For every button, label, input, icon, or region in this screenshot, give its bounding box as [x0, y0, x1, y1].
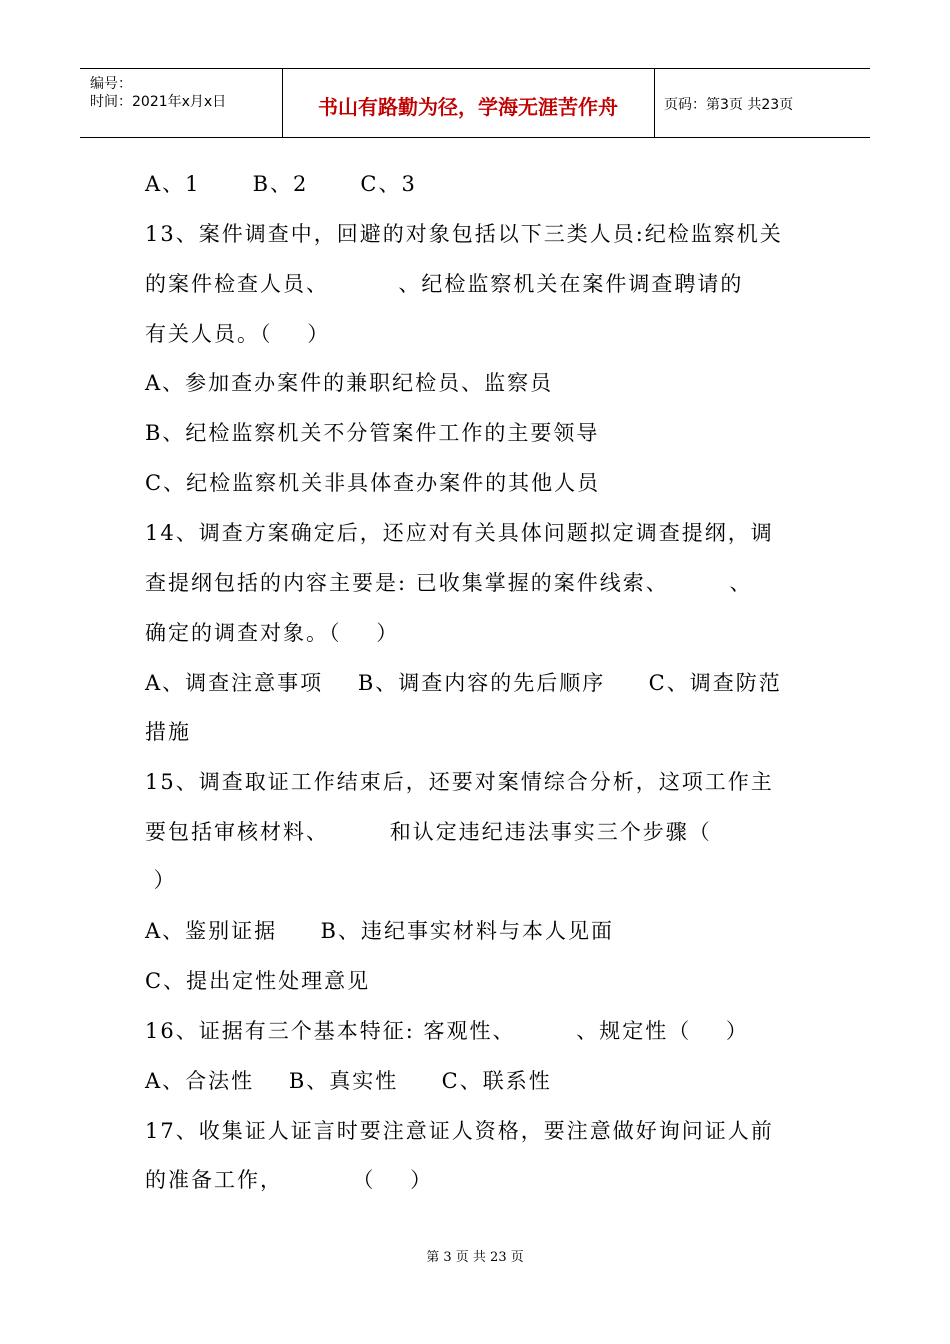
body-line: 14、调查方案确定后，还应对有关具体问题拟定调查提纲，调 [145, 521, 774, 545]
page-footer: 第 3 页 共 23 页 [426, 1250, 524, 1265]
body-line: 13、案件调查中，回避的对象包括以下三类人员:纪检监察机关 [145, 222, 783, 246]
body-line: A、鉴别证据 B、违纪事实材料与本人见面 [145, 919, 614, 943]
body-line: 查提纲包括的内容主要是: 已收集掌握的案件线索、 、 [145, 571, 753, 595]
header-motto-cell [282, 69, 655, 137]
motto: 书山有路勤为径，学海无涯苦作舟 [318, 95, 618, 119]
body-line: A、1 B、2 C、3 [145, 172, 417, 196]
body-line: 15、调查取证工作结束后，还要对案情综合分析，这项工作主 [145, 770, 774, 794]
body-line: ） [145, 868, 177, 892]
body-line: C、纪检监察机关非具体查办案件的其他人员 [145, 471, 601, 495]
body-line: 17、收集证人证言时要注意证人资格，要注意做好询问证人前 [145, 1119, 774, 1143]
body-line: 的准备工作， （ ） [145, 1168, 434, 1192]
body-line: 要包括审核材料、 和认定违纪违法事实三个步骤（ [145, 820, 712, 844]
body-line: A、合法性 B、真实性 C、联系性 [145, 1069, 552, 1093]
body-line: 有关人员。（ ） [145, 322, 331, 346]
page-number-label: 页码：第3页 共23页 [664, 97, 794, 113]
body-line: 确定的调查对象。（ ） [145, 621, 400, 645]
page-header [80, 68, 870, 138]
body-line: C、提出定性处理意见 [145, 969, 371, 993]
body-line: 的案件检查人员、 、纪检监察机关在案件调查聘请的 [145, 272, 744, 296]
body-line: A、参加查办案件的兼职纪检员、监察员 [145, 371, 554, 395]
body-line: B、纪检监察机关不分管案件工作的主要领导 [145, 421, 600, 445]
body-line: 措施 [145, 720, 191, 744]
header-meta-cell [80, 69, 283, 137]
body-line: 16、证据有三个基本特征: 客观性、 、规定性（ ） [145, 1019, 749, 1043]
body-line: A、调查注意事项 B、调查内容的先后顺序 C、调查防范 [145, 671, 782, 695]
number-label: 编号： [90, 76, 132, 92]
date-label: 时间：2021年x月x日 [90, 94, 227, 110]
header-page-cell [654, 69, 870, 137]
